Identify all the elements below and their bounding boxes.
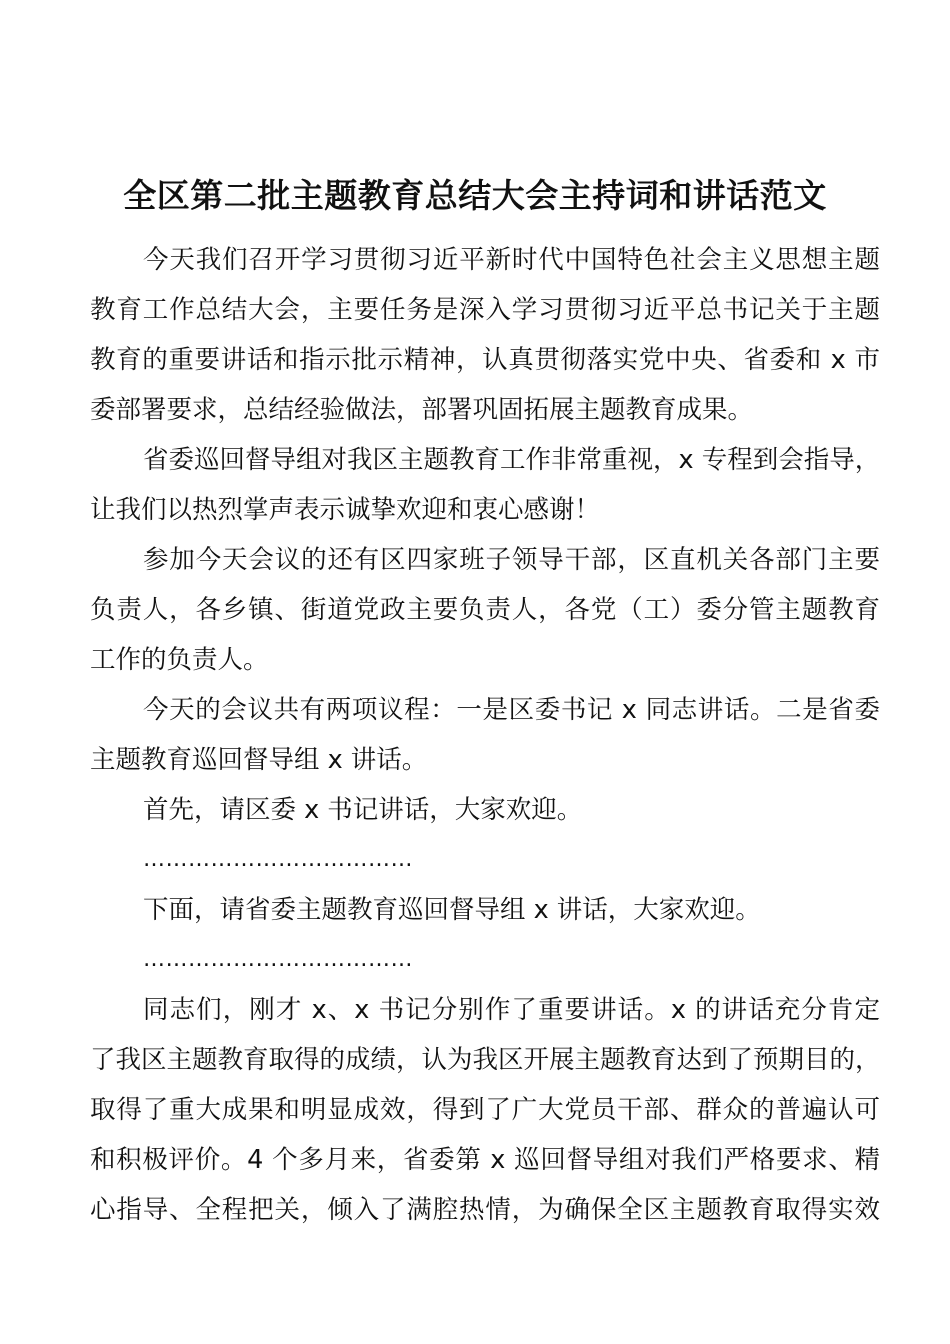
paragraph-line: 了我区主题教育取得的成绩，认为我区开展主题教育达到了预期目的， [90, 1045, 881, 1075]
paragraph-line: 主题教育巡回督导组 x 讲话。 [90, 745, 428, 775]
paragraph-line: 委部署要求，总结经验做法，部署巩固拓展主题教育成果。 [90, 395, 754, 425]
document-body [90, 235, 880, 1235]
paragraph-line: 今天我们召开学习贯彻习近平新时代中国特色社会主义思想主题 [143, 245, 880, 275]
paragraph-line: 首先，请区委 x 书记讲话，大家欢迎。 [143, 795, 583, 825]
paragraph-line: 教育的重要讲话和指示批示精神，认真贯彻落实党中央、省委和 x 市 [90, 345, 880, 375]
paragraph-line: 参加今天会议的还有区四家班子领导干部，区直机关各部门主要 [143, 545, 880, 575]
paragraph-line: 让我们以热烈掌声表示诚挚欢迎和衷心感谢！ [90, 495, 601, 525]
ellipsis-divider: ……………………………… [143, 847, 413, 872]
document-title: 全区第二批主题教育总结大会主持词和讲话范文 [123, 176, 827, 215]
paragraph-line: 负责人，各乡镇、街道党政主要负责人，各党（工）委分管主题教育 [90, 595, 880, 625]
paragraph-line: 取得了重大成果和明显成效，得到了广大党员干部、群众的普遍认可 [90, 1095, 880, 1125]
paragraph-line: 和积极评价。4 个多月来，省委第 x 巡回督导组对我们严格要求、精 [90, 1145, 880, 1175]
paragraph-line: 教育工作总结大会，主要任务是深入学习贯彻习近平总书记关于主题 [90, 295, 880, 325]
paragraph-line: 今天的会议共有两项议程：一是区委书记 x 同志讲话。二是省委 [143, 695, 880, 725]
paragraph-line: 同志们，刚才 x、x 书记分别作了重要讲话。x 的讲话充分肯定 [143, 995, 880, 1025]
paragraph-line: 下面，请省委主题教育巡回督导组 x 讲话，大家欢迎。 [143, 895, 761, 925]
paragraph-line: 工作的负责人。 [90, 645, 269, 675]
paragraph-line: 省委巡回督导组对我区主题教育工作非常重视，x 专程到会指导， [143, 445, 881, 475]
ellipsis-divider: ……………………………… [143, 947, 413, 972]
paragraph-line: 心指导、全程把关，倾入了满腔热情，为确保全区主题教育取得实效 [90, 1195, 880, 1225]
